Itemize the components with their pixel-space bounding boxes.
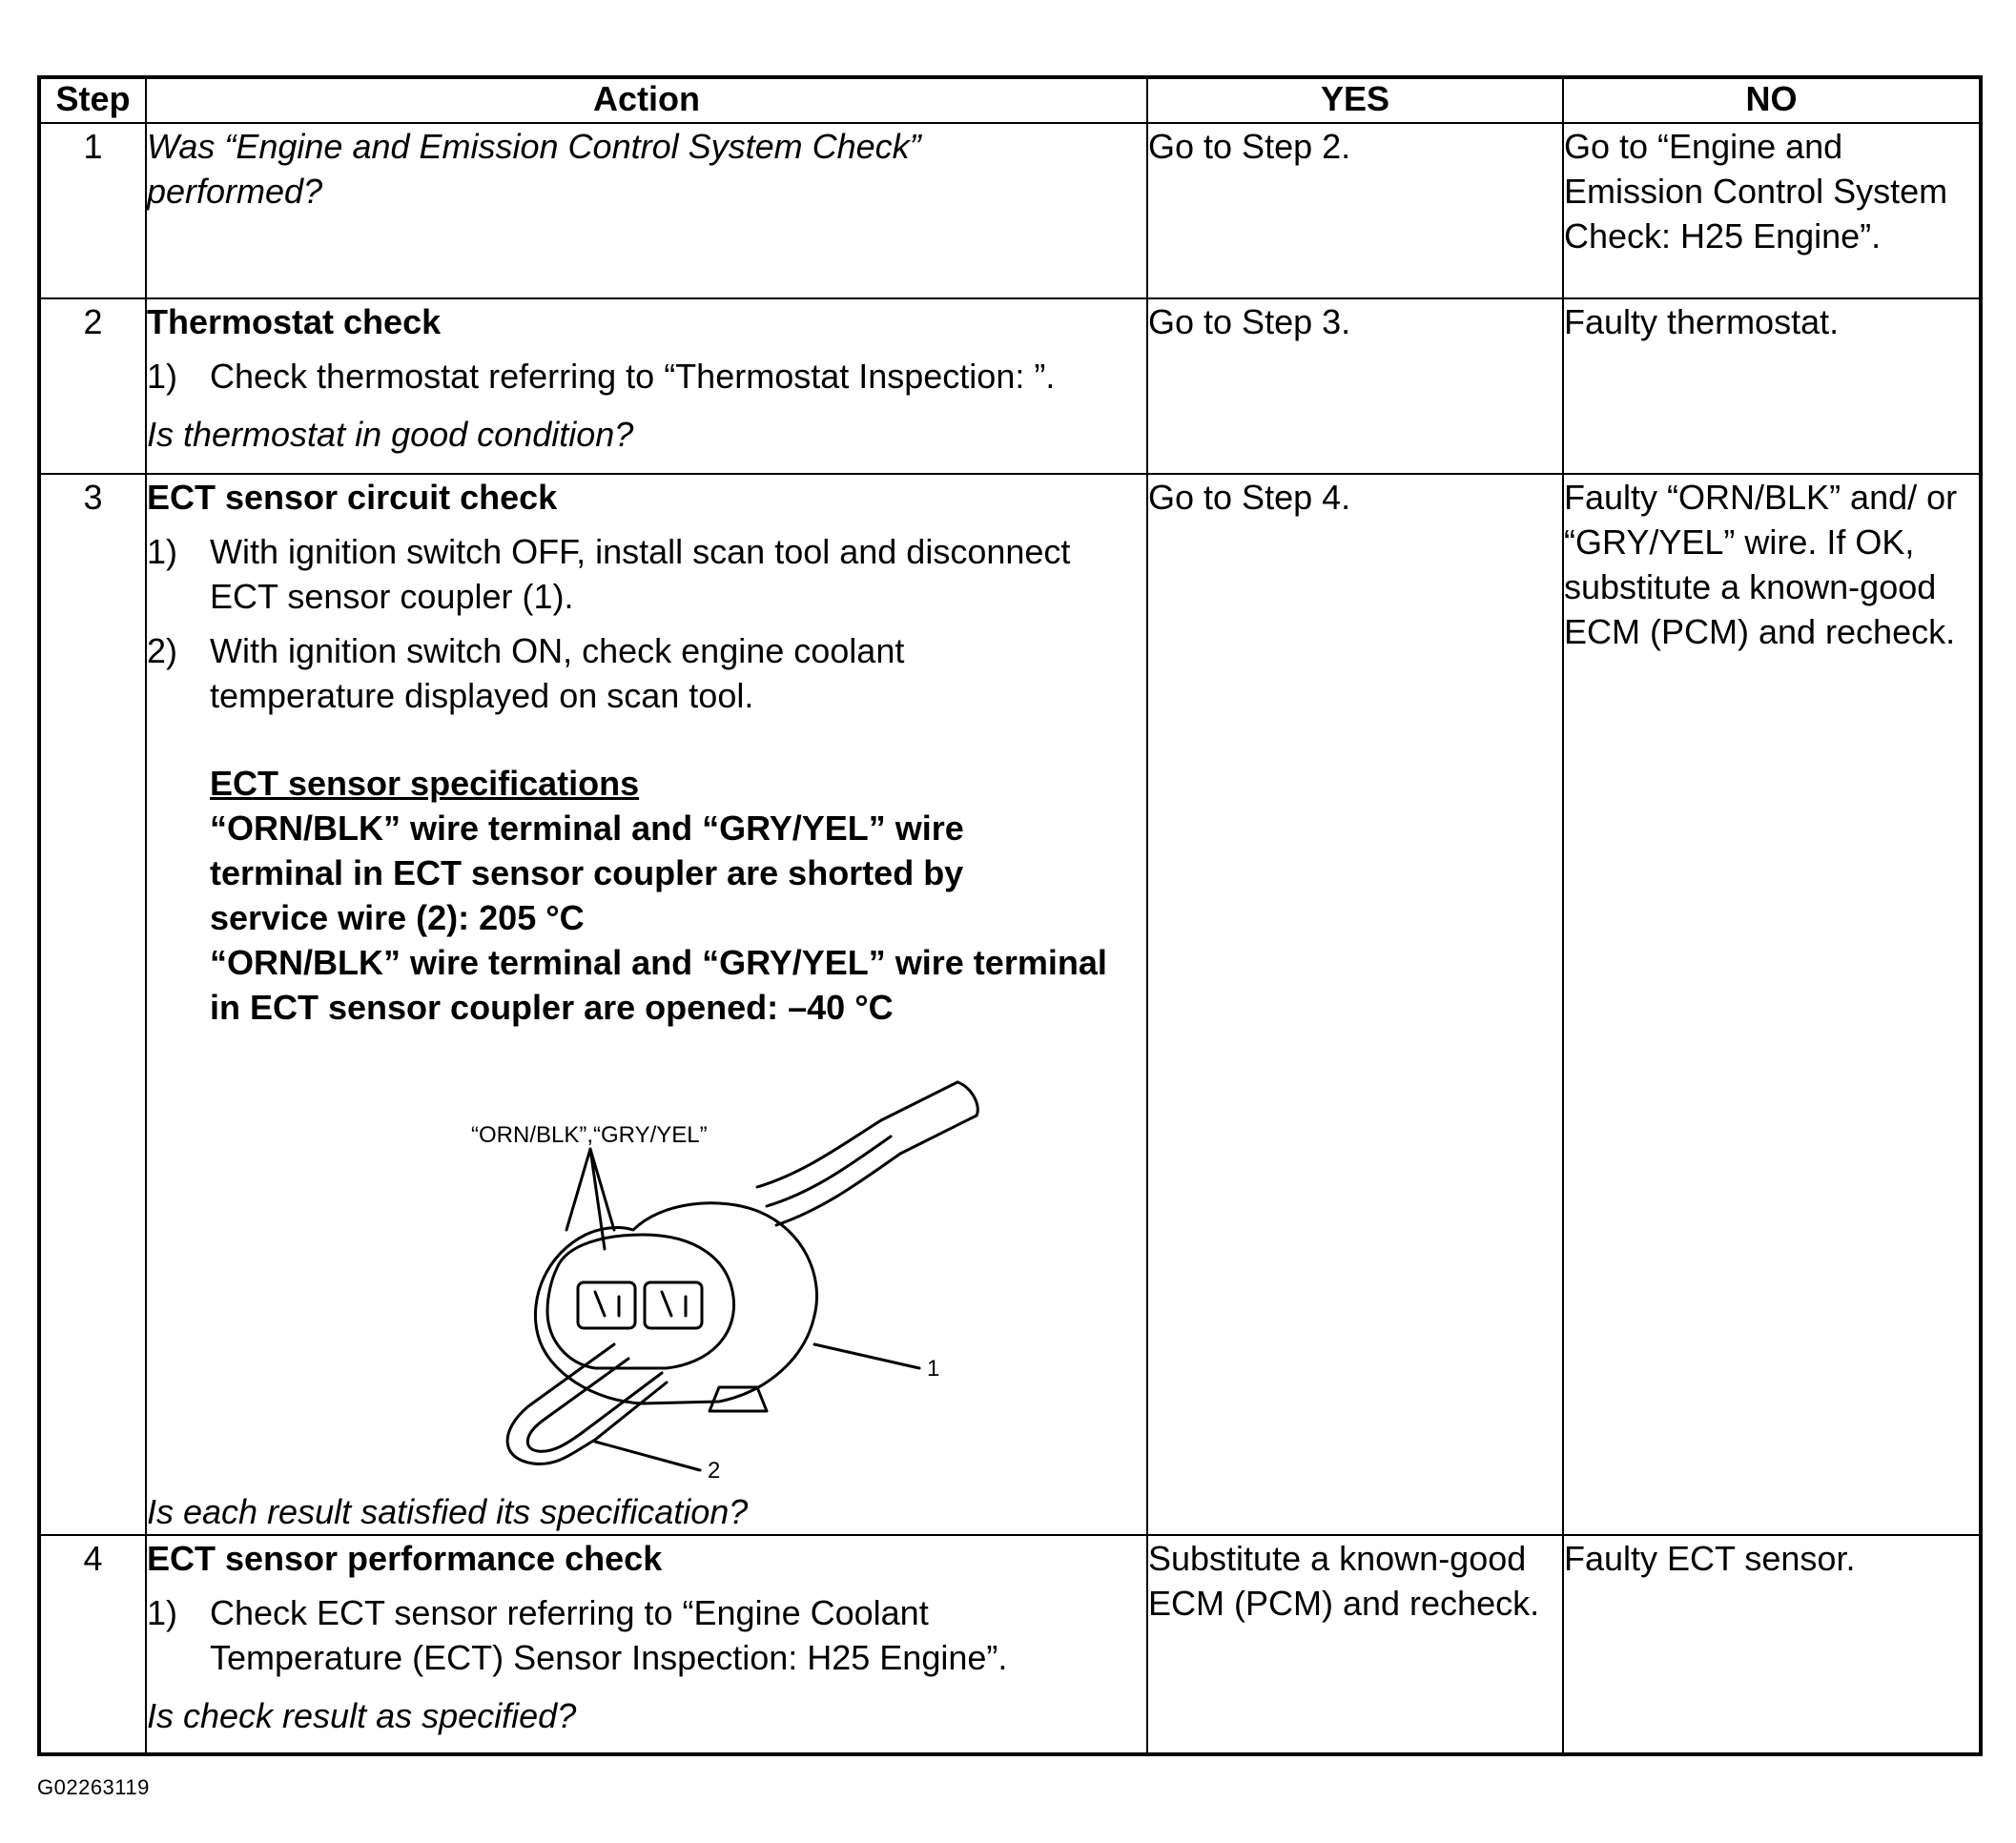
header-no: NO <box>1563 77 1981 123</box>
header-action: Action <box>146 77 1147 123</box>
callout-2: 2 <box>708 1458 721 1478</box>
no-result: Faulty “ORN/BLK” and/ or “GRY/YEL” wire. If OK, substitute a known-good ECM (PCM) and recheck. <box>1563 474 1981 1535</box>
item-number: 1) <box>147 1593 178 1632</box>
diagnostic-table <box>37 75 1983 1756</box>
spec-shorted: “ORN/BLK” wire terminal and “GRY/YEL” wire terminal in ECT sensor coupler are shorted by service wire (2): 205 °C <box>210 809 964 937</box>
yes-result: Go to Step 3. <box>1147 298 1563 474</box>
ect-coupler-illustration <box>147 1030 1101 1478</box>
header-row <box>39 77 1981 123</box>
step-number: 1 <box>39 123 146 298</box>
item-number: 2) <box>147 631 178 670</box>
step-title: ECT sensor performance check <box>147 1539 663 1578</box>
table-row <box>39 123 1981 298</box>
connector-diagram <box>147 1030 1146 1478</box>
header-yes: YES <box>1147 77 1563 123</box>
yes-result: Go to Step 4. <box>1147 474 1563 1535</box>
figure-code: G02263119 <box>37 1775 150 1799</box>
step-question: Was “Engine and Emission Control System Check” performed? <box>147 127 921 211</box>
yes-result: Substitute a known-good ECM (PCM) and recheck. <box>1147 1535 1563 1754</box>
item-number: 1) <box>147 357 178 396</box>
step-number: 4 <box>39 1535 146 1754</box>
list-item <box>147 354 1146 399</box>
yes-result: Go to Step 2. <box>1147 123 1563 298</box>
list-item <box>147 628 1146 718</box>
table-row <box>39 298 1981 474</box>
no-result: Faulty ECT sensor. <box>1563 1535 1981 1754</box>
no-result: Go to “Engine and Emission Control System Check: H25 Engine”. <box>1563 123 1981 298</box>
no-result: Faulty thermostat. <box>1563 298 1981 474</box>
step-number: 3 <box>39 474 146 1535</box>
header-step: Step <box>39 77 146 123</box>
item-text: Check thermostat referring to “Thermostat Inspection: ”. <box>210 357 1056 396</box>
list-item <box>147 529 1146 619</box>
step-question: Is thermostat in good condition? <box>147 415 634 454</box>
item-text: With ignition switch ON, check engine coolant temperature displayed on scan tool. <box>210 631 905 715</box>
step-title: Thermostat check <box>147 302 442 341</box>
spec-title: ECT sensor specifications <box>210 764 640 803</box>
step-question: Is check result as specified? <box>147 1696 577 1735</box>
list-item <box>147 1590 1146 1680</box>
specification-block <box>210 761 1146 1030</box>
item-text: With ignition switch OFF, install scan tool and disconnect ECT sensor coupler (1). <box>210 532 1071 616</box>
step-number: 2 <box>39 298 146 474</box>
item-number: 1) <box>147 532 178 571</box>
spec-opened: “ORN/BLK” wire terminal and “GRY/YEL” wire terminal in ECT sensor coupler are opened: –40 °C <box>210 943 1107 1027</box>
table-row <box>39 474 1981 1535</box>
wire-label: “ORN/BLK”,“GRY/YEL” <box>471 1122 708 1148</box>
table-row <box>39 1535 1981 1754</box>
item-text: Check ECT sensor referring to “Engine Coolant Temperature (ECT) Sensor Inspection: H25 Engine”. <box>210 1593 1008 1677</box>
callout-1: 1 <box>927 1356 940 1382</box>
step-question: Is each result satisfied its specification? <box>147 1492 749 1531</box>
step-title: ECT sensor circuit check <box>147 478 558 517</box>
